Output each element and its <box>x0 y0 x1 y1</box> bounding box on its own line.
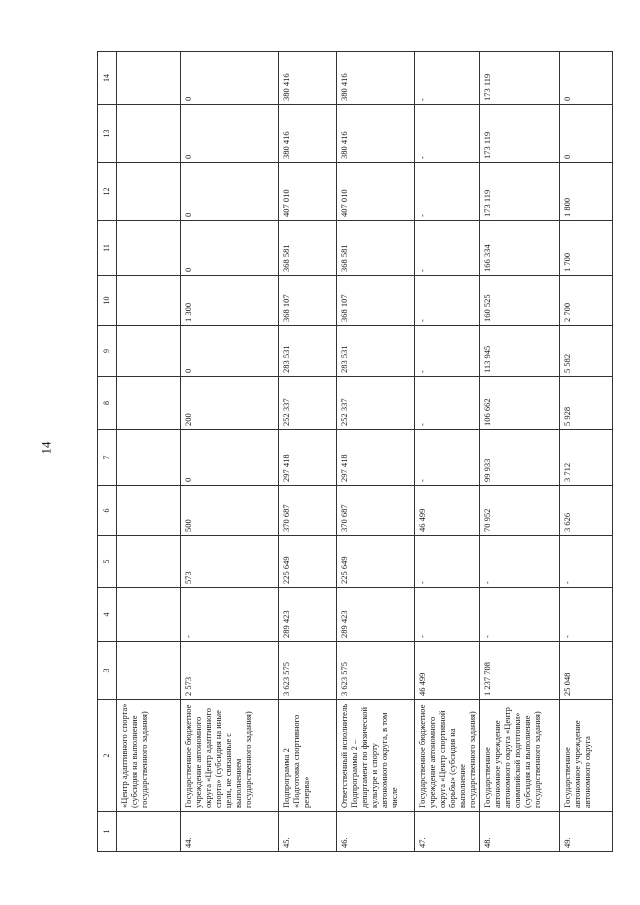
value-cell: 46 499 <box>415 642 480 700</box>
value-cell: - <box>415 377 480 430</box>
column-header: 13 <box>98 105 117 163</box>
value-cell: 3 712 <box>560 430 613 486</box>
value-cell: - <box>181 588 279 642</box>
value-cell <box>117 276 181 326</box>
value-cell: 1 700 <box>560 221 613 276</box>
value-cell <box>117 536 181 588</box>
value-cell: - <box>480 536 560 588</box>
row-number: 49. <box>560 812 613 852</box>
value-cell: 370 687 <box>337 486 415 536</box>
value-cell: 283 531 <box>279 326 337 377</box>
value-cell: 0 <box>181 326 279 377</box>
value-cell: - <box>560 536 613 588</box>
column-header: 4 <box>98 588 117 642</box>
value-cell: 106 662 <box>480 377 560 430</box>
value-cell: 166 334 <box>480 221 560 276</box>
column-header: 7 <box>98 430 117 486</box>
value-cell <box>117 430 181 486</box>
value-cell: 225 649 <box>279 536 337 588</box>
value-cell: - <box>415 588 480 642</box>
column-header: 9 <box>98 326 117 377</box>
value-cell: - <box>415 163 480 221</box>
table-container <box>97 52 593 852</box>
value-cell: 5 928 <box>560 377 613 430</box>
value-cell: 160 525 <box>480 276 560 326</box>
value-cell: 1 300 <box>181 276 279 326</box>
value-cell: 70 952 <box>480 486 560 536</box>
value-cell: 173 119 <box>480 52 560 105</box>
column-header: 6 <box>98 486 117 536</box>
value-cell <box>117 377 181 430</box>
table-row <box>181 52 279 852</box>
value-cell: 368 107 <box>337 276 415 326</box>
column-header: 11 <box>98 221 117 276</box>
row-name: Подпрограмма 2 «Подготовка спортивного резерва» <box>279 700 337 812</box>
column-header: 8 <box>98 377 117 430</box>
value-cell <box>117 105 181 163</box>
value-cell <box>117 588 181 642</box>
budget-table <box>97 51 613 852</box>
value-cell: 200 <box>181 377 279 430</box>
column-header: 1 <box>98 812 117 852</box>
value-cell: 0 <box>181 105 279 163</box>
value-cell: 252 337 <box>337 377 415 430</box>
value-cell: 0 <box>181 163 279 221</box>
value-cell: - <box>415 52 480 105</box>
value-cell: 0 <box>181 430 279 486</box>
table-row <box>117 52 181 852</box>
value-cell: - <box>560 588 613 642</box>
value-cell: - <box>415 536 480 588</box>
value-cell: 3 623 575 <box>279 642 337 700</box>
value-cell: - <box>415 221 480 276</box>
value-cell: 5 582 <box>560 326 613 377</box>
value-cell: 500 <box>181 486 279 536</box>
value-cell: 113 945 <box>480 326 560 377</box>
value-cell: 380 416 <box>279 105 337 163</box>
table-row <box>560 52 613 852</box>
row-name: Государственное бюджетное учреждение автономного округа «Центр спортивной борьбы» (субсидия на выполнение государственного задания) <box>415 700 480 812</box>
value-cell: 368 581 <box>279 221 337 276</box>
value-cell: 289 423 <box>279 588 337 642</box>
row-number: 44. <box>181 812 279 852</box>
column-header: 12 <box>98 163 117 221</box>
value-cell: - <box>415 105 480 163</box>
value-cell: 252 337 <box>279 377 337 430</box>
value-cell: 283 531 <box>337 326 415 377</box>
table-row <box>337 52 415 852</box>
header-row <box>98 52 117 852</box>
row-name: «Центр адаптивного спорта» (субсидия на выполнение государственного задания) <box>117 700 181 812</box>
value-cell <box>117 486 181 536</box>
value-cell: 3 626 <box>560 486 613 536</box>
table-row <box>279 52 337 852</box>
column-header: 3 <box>98 642 117 700</box>
value-cell: 46 499 <box>415 486 480 536</box>
table-row <box>415 52 480 852</box>
value-cell: 173 119 <box>480 105 560 163</box>
value-cell: 368 107 <box>279 276 337 326</box>
value-cell: 0 <box>181 52 279 105</box>
value-cell: 297 418 <box>279 430 337 486</box>
value-cell: - <box>480 588 560 642</box>
row-number: 46. <box>337 812 415 852</box>
value-cell: 297 418 <box>337 430 415 486</box>
page-number: 14 <box>38 441 54 455</box>
value-cell: 3 623 575 <box>337 642 415 700</box>
value-cell: 380 416 <box>337 105 415 163</box>
value-cell: 573 <box>181 536 279 588</box>
value-cell: 0 <box>181 221 279 276</box>
value-cell: 380 416 <box>337 52 415 105</box>
row-number: 47. <box>415 812 480 852</box>
row-number: 48. <box>480 812 560 852</box>
row-number <box>117 812 181 852</box>
value-cell: - <box>415 276 480 326</box>
value-cell: - <box>415 430 480 486</box>
row-name: Ответственный исполнитель Подпрограммы 2 – департамент по физической культуре и спорту автономного округа, в том числе <box>337 700 415 812</box>
value-cell <box>117 221 181 276</box>
value-cell: 368 581 <box>337 221 415 276</box>
value-cell: 370 687 <box>279 486 337 536</box>
value-cell <box>117 163 181 221</box>
value-cell: 1 800 <box>560 163 613 221</box>
value-cell <box>117 642 181 700</box>
column-header: 10 <box>98 276 117 326</box>
table-row <box>480 52 560 852</box>
rotated-table-frame <box>97 52 593 852</box>
value-cell: 0 <box>560 52 613 105</box>
column-header: 5 <box>98 536 117 588</box>
column-header: 2 <box>98 700 117 812</box>
value-cell: 2 573 <box>181 642 279 700</box>
row-name: Государственное автономное учреждение автономного округа «Центр олимпийской подготовки» (субсидия на выполнение государственного задания) <box>480 700 560 812</box>
column-header: 14 <box>98 52 117 105</box>
row-name: Государственное бюджетное учреждение автономного округа «Центр адаптивного спорта» (субсидия на иные цели, не связанные с выполнением государственного задания) <box>181 700 279 812</box>
row-number: 45. <box>279 812 337 852</box>
value-cell: 407 010 <box>337 163 415 221</box>
value-cell: 289 423 <box>337 588 415 642</box>
row-name: Государственное автономное учреждение автономного округа <box>560 700 613 812</box>
value-cell: 25 048 <box>560 642 613 700</box>
value-cell: 1 237 708 <box>480 642 560 700</box>
value-cell <box>117 326 181 377</box>
value-cell: 173 119 <box>480 163 560 221</box>
value-cell: 99 933 <box>480 430 560 486</box>
value-cell: 0 <box>560 105 613 163</box>
value-cell: 407 010 <box>279 163 337 221</box>
value-cell: 380 416 <box>279 52 337 105</box>
value-cell: 2 700 <box>560 276 613 326</box>
value-cell <box>117 52 181 105</box>
value-cell: - <box>415 326 480 377</box>
value-cell: 225 649 <box>337 536 415 588</box>
